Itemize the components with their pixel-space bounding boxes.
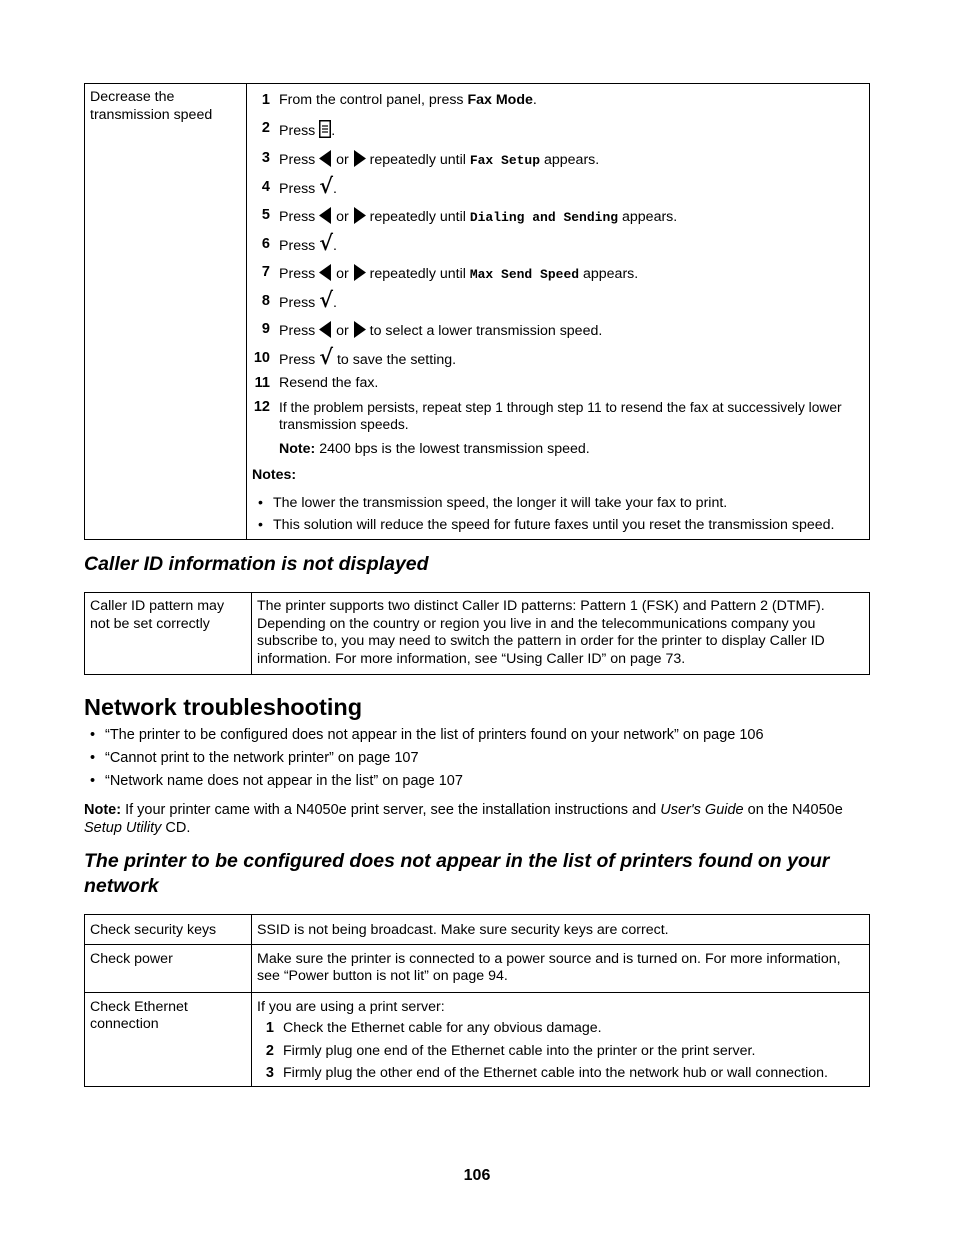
- step-item: 12 If the problem persists, repeat step 1 through step 11 to resend the fax at successively lower transmission speeds.: [253, 398, 842, 432]
- right-arrow-icon: [353, 264, 366, 281]
- intro-text: If you are using a print server:: [257, 998, 445, 1015]
- right-arrow-icon: [353, 150, 366, 167]
- table-cell-problem: Check Ethernet connection: [85, 992, 252, 1086]
- network-table: [84, 914, 870, 1087]
- right-arrow-icon: [353, 321, 366, 338]
- step-number: 11: [254, 375, 270, 391]
- list-item[interactable]: • “Network name does not appear in the list” on page 107: [90, 773, 463, 789]
- step-number: 7: [261, 264, 270, 280]
- step-item: 3 Press or repeatedly until Fax Setup appears.: [252, 150, 864, 170]
- step-item: 1 From the control panel, press Fax Mode.: [252, 92, 864, 110]
- note-label: Note:: [279, 440, 316, 457]
- step-item: 2 Press .: [252, 120, 864, 141]
- step-item: 8 Press √.: [252, 293, 864, 313]
- table-cell-solution: [247, 84, 870, 540]
- network-bullets: [84, 726, 884, 790]
- left-arrow-icon: [319, 264, 332, 281]
- step-note: [252, 441, 864, 459]
- step-item: 4 Press √.: [252, 179, 864, 199]
- network-heading: Network troubleshooting: [84, 694, 363, 720]
- check-icon: √: [319, 229, 334, 255]
- page-number: 106: [463, 1167, 491, 1184]
- step-number: 1: [265, 1020, 274, 1036]
- step-number: 3: [261, 150, 270, 166]
- step-number: 10: [253, 349, 270, 366]
- steps-list: [252, 92, 864, 434]
- solution-text: The printer supports two distinct Caller ID patterns: Pattern 1 (FSK) and Pattern 2 (DTMF). Depending on the country or region you live in and the telecommunications company you subscribe to, you may need to switch the pattern in order for the printer to display Caller ID information. For more information, see “Using Caller ID” on page 73.: [257, 598, 825, 667]
- step-number: 1: [261, 92, 270, 108]
- table-cell-solution: [252, 992, 870, 1086]
- step-item: 6 Press √.: [252, 236, 864, 256]
- step-item: 7 Press or repeatedly until Max Send Speed appears.: [252, 264, 864, 284]
- notes-bullets: [252, 495, 864, 535]
- table-cell-problem: [85, 593, 252, 675]
- table-cell-problem: Check security keys: [85, 915, 252, 945]
- step-item: 9 Press or to select a lower transmission speed.: [252, 321, 864, 341]
- table-cell-solution: SSID is not being broadcast. Make sure security keys are correct.: [252, 915, 870, 945]
- check-icon: √: [319, 172, 334, 198]
- step-number: 2: [265, 1042, 274, 1059]
- step-item: 1 Check the Ethernet cable for any obvious damage.: [257, 1020, 864, 1038]
- fax-speed-table: [84, 83, 870, 540]
- list-item[interactable]: • “The printer to be configured does not appear in the list of printers found on your network” on page 106: [90, 727, 764, 743]
- step-number: 8: [261, 292, 270, 309]
- step-item: 5 Press or repeatedly until Dialing and Sending appears.: [252, 207, 864, 227]
- step-number: 5: [261, 207, 270, 223]
- right-arrow-icon: [353, 207, 366, 224]
- note-text: 2400 bps is the lowest transmission speed.: [315, 440, 590, 457]
- problem-label: Caller ID pattern may not be set correctly: [90, 598, 225, 632]
- step-number: 9: [261, 321, 270, 337]
- problem-label: Decrease the transmission speed: [90, 89, 213, 123]
- list-item: • This solution will reduce the speed for future faxes until you reset the transmission speed.: [258, 517, 835, 533]
- check-icon: √: [319, 286, 334, 312]
- step-number: 4: [261, 178, 270, 195]
- network-note: Note: If your printer came with a N4050e print server, see the installation instructions and User's Guide on the N4050e Setup Utility CD.: [84, 802, 843, 836]
- step-item: 11 Resend the fax.: [252, 375, 864, 393]
- list-item[interactable]: • “Cannot print to the network printer” on page 107: [90, 750, 419, 766]
- step-number: 2: [261, 119, 270, 136]
- left-arrow-icon: [319, 321, 332, 338]
- note-label: Note:: [84, 802, 122, 818]
- table-cell-problem: Check power: [85, 944, 252, 992]
- menu-icon: [319, 120, 331, 138]
- table-cell-problem: [85, 84, 247, 540]
- notes-heading: Notes:: [252, 467, 297, 483]
- left-arrow-icon: [319, 150, 332, 167]
- step-item: 2 Firmly plug one end of the Ethernet cable into the printer or the print server.: [257, 1043, 864, 1061]
- list-item: • The lower the transmission speed, the longer it will take your fax to print.: [258, 494, 728, 511]
- step-item: 10 Press √ to save the setting.: [253, 343, 457, 369]
- table-cell-solution: Make sure the printer is connected to a power source and is turned on. For more information, see “Power button is not lit” on page 94.: [252, 944, 870, 992]
- caller-id-table: [84, 592, 870, 675]
- table-cell-solution: [252, 593, 870, 675]
- left-arrow-icon: [319, 207, 332, 224]
- step-item: 3 Firmly plug the other end of the Ethernet cable into the network hub or wall connection.: [257, 1065, 864, 1083]
- printer-not-found-heading: The printer to be configured does not appear in the list of printers found on your network: [84, 850, 830, 897]
- check-icon: √: [319, 343, 334, 369]
- step-number: 6: [261, 235, 270, 252]
- steps-list: [257, 1020, 864, 1083]
- step-number: 12: [253, 398, 270, 415]
- step-number: 3: [265, 1065, 274, 1081]
- caller-id-heading: Caller ID information is not displayed: [84, 553, 429, 575]
